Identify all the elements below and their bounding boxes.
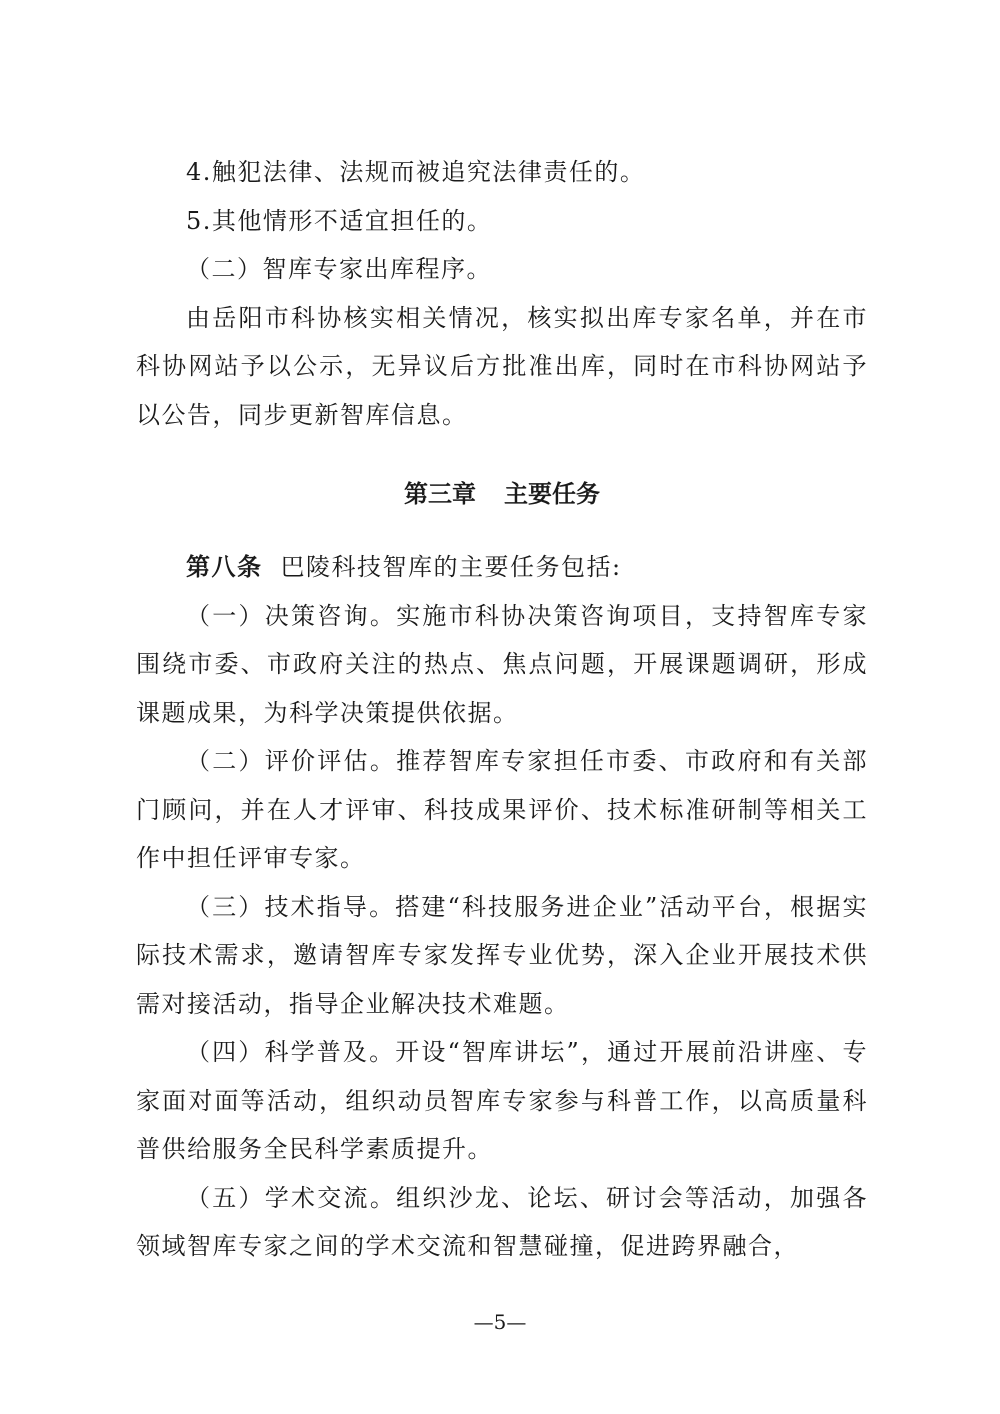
page-number: —5— <box>473 1310 527 1334</box>
paragraph-item-5: 5.其他情形不适宜担任的。 <box>186 206 493 235</box>
chapter-title: 主要任务 <box>504 480 600 508</box>
article-label: 第八条 <box>186 553 263 581</box>
task-item-2: （二）评价评估。推荐智库专家担任市委、市政府和有关部门顾问，并在人才评审、科技成果评价、技术标准研制等相关工作中担任评审专家。 <box>136 747 868 872</box>
chapter-heading <box>136 470 868 518</box>
article-8-intro <box>136 543 868 592</box>
paragraph-heading-exit-procedure: （二）智库专家出库程序。 <box>186 255 492 283</box>
task-item-1: （一）决策咨询。实施市科协决策咨询项目，支持智库专家围绕市委、市政府关注的热点、焦点问题，开展课题调研，形成课题成果，为科学决策提供依据。 <box>136 601 868 727</box>
task-item-5: （五）学术交流。组织沙龙、论坛、研讨会等活动，加强各领域智库专家之间的学术交流和智慧碰撞，促进跨界融合， <box>136 1183 868 1260</box>
article-body <box>136 543 868 1271</box>
article-intro-text: 巴陵科技智库的主要任务包括: <box>280 553 622 581</box>
paragraph-item-4: 4.触犯法律、法规而被追究法律责任的。 <box>186 158 646 186</box>
paragraph-exit-procedure: 由岳阳市科协核实相关情况，核实拟出库专家名单，并在市科协网站予以公示，无异议后方批准出库，同时在市科协网站予以公告，同步更新智库信息。 <box>136 303 868 429</box>
chapter-number: 第三章 <box>404 480 476 508</box>
task-item-4: （四）科学普及。开设“智库讲坛”，通过开展前沿讲座、专家面对面等活动，组织动员智库专家参与科普工作，以高质量科普供给服务全民科学素质提升。 <box>136 1038 868 1163</box>
task-item-3: （三）技术指导。搭建“科技服务进企业”活动平台，根据实际技术需求，邀请智库专家发挥专业优势，深入企业开展技术供需对接活动，指导企业解决技术难题。 <box>136 892 868 1018</box>
section-body <box>136 148 868 439</box>
